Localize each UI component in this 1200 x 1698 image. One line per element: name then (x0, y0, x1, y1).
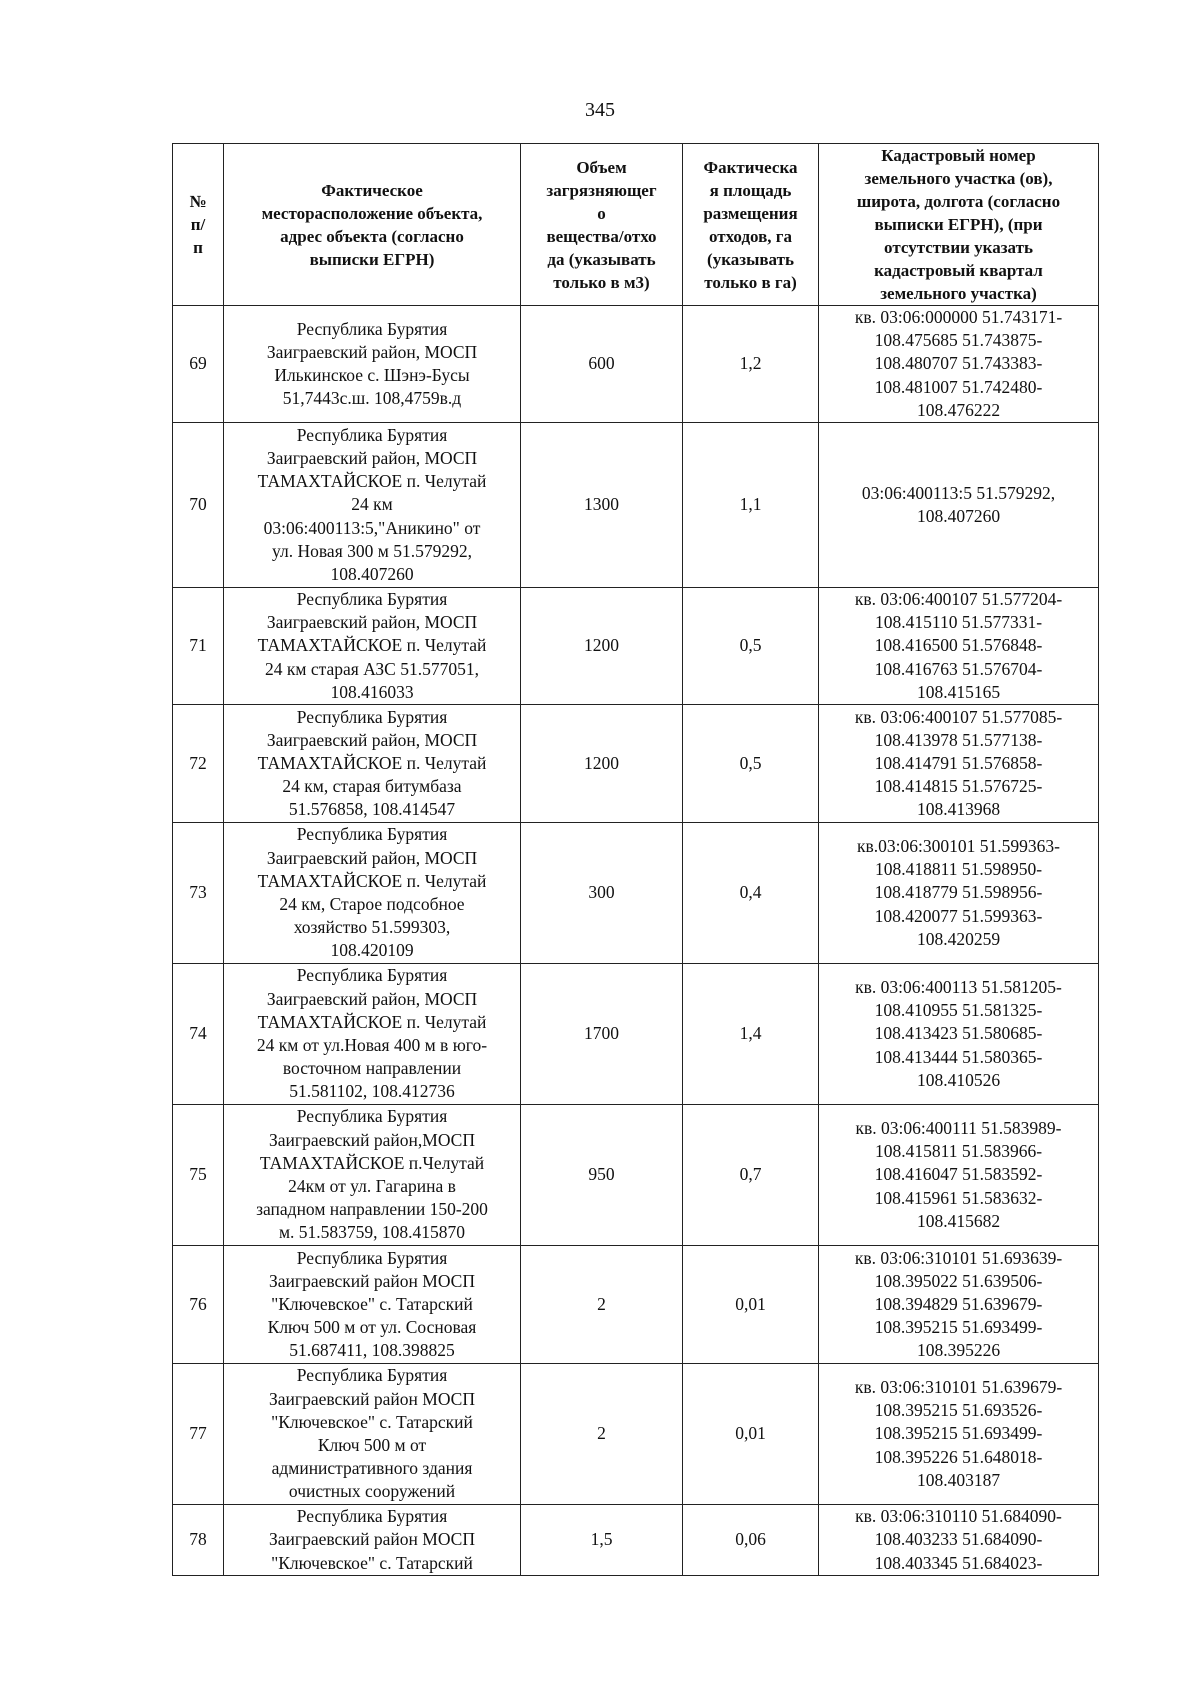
row-volume: 1200 (521, 705, 683, 823)
row-number: 78 (173, 1505, 224, 1576)
row-volume: 300 (521, 823, 683, 964)
row-cadastral: кв. 03:06:310101 51.693639- 108.395022 51.639506- 108.394829 51.639679- 108.395215 51.693499- 108.395226 (819, 1246, 1099, 1364)
row-number: 74 (173, 964, 224, 1105)
row-number: 77 (173, 1364, 224, 1505)
header-volume: Объем загрязняющег о вещества/отхо да (указывать только в м3) (521, 144, 683, 306)
row-address: Республика Бурятия Заиграевский район, МОСП ТАМАХТАЙСКОЕ п. Челутай 24 км 03:06:400113:5,"Аникино" от ул. Новая 300 м 51.579292, 108.407260 (224, 423, 521, 588)
table-row (173, 1364, 1099, 1505)
row-address: Республика Бурятия Заиграевский район, МОСП ТАМАХТАЙСКОЕ п. Челутай 24 км, Старое подсобное хозяйство 51.599303, 108.420109 (224, 823, 521, 964)
row-address: Республика Бурятия Заиграевский район МОСП "Ключевское" с. Татарский (224, 1505, 521, 1576)
row-address: Республика Бурятия Заиграевский район, МОСП ТАМАХТАЙСКОЕ п. Челутай 24 км, старая битумбаза 51.576858, 108.414547 (224, 705, 521, 823)
row-area: 0,7 (683, 1105, 819, 1246)
row-volume: 1200 (521, 588, 683, 705)
row-area: 0,5 (683, 705, 819, 823)
row-area: 0,01 (683, 1364, 819, 1505)
row-volume: 1700 (521, 964, 683, 1105)
row-area: 1,1 (683, 423, 819, 588)
page-number: 345 (585, 99, 615, 121)
row-number: 71 (173, 588, 224, 705)
row-area: 0,5 (683, 588, 819, 705)
header-cadastral: Кадастровый номер земельного участка (ов), широта, долгота (согласно выписки ЕГРН), (при отсутствии указать кадастровый квартал земельного участка) (819, 144, 1099, 306)
row-cadastral: кв.03:06:300101 51.599363- 108.418811 51.598950- 108.418779 51.598956- 108.420077 51.599363- 108.420259 (819, 823, 1099, 964)
row-address: Республика Бурятия Заиграевский район МОСП "Ключевское" с. Татарский Ключ 500 м от административного здания очистных сооружений (224, 1364, 521, 1505)
row-volume: 950 (521, 1105, 683, 1246)
row-cadastral: кв. 03:06:310110 51.684090- 108.403233 51.684090- 108.403345 51.684023- (819, 1505, 1099, 1576)
row-address: Республика Бурятия Заиграевский район МОСП "Ключевское" с. Татарский Ключ 500 м от ул. Сосновая 51.687411, 108.398825 (224, 1246, 521, 1364)
row-volume: 2 (521, 1364, 683, 1505)
row-volume: 1,5 (521, 1505, 683, 1576)
table-row (173, 1105, 1099, 1246)
row-cadastral: кв. 03:06:400107 51.577204- 108.415110 51.577331- 108.416500 51.576848- 108.416763 51.576704- 108.415165 (819, 588, 1099, 705)
table-row (173, 1505, 1099, 1576)
header-number: № п/ п (173, 144, 224, 306)
row-area: 0,01 (683, 1246, 819, 1364)
row-address: Республика Бурятия Заиграевский район, МОСП ТАМАХТАЙСКОЕ п. Челутай 24 км от ул.Новая 400 м в юго- восточном направлении 51.581102, 108.412736 (224, 964, 521, 1105)
header-area: Фактическа я площадь размещения отходов, га (указывать только в га) (683, 144, 819, 306)
row-number: 73 (173, 823, 224, 964)
table-row (173, 423, 1099, 588)
row-volume: 2 (521, 1246, 683, 1364)
table-row (173, 306, 1099, 423)
row-area: 0,06 (683, 1505, 819, 1576)
table-row (173, 823, 1099, 964)
row-cadastral: 03:06:400113:5 51.579292, 108.407260 (819, 423, 1099, 588)
table-header-row (173, 144, 1099, 306)
row-cadastral: кв. 03:06:400111 51.583989- 108.415811 51.583966- 108.416047 51.583592- 108.415961 51.583632- 108.415682 (819, 1105, 1099, 1246)
row-cadastral: кв. 03:06:400113 51.581205- 108.410955 51.581325- 108.413423 51.580685- 108.413444 51.580365- 108.410526 (819, 964, 1099, 1105)
row-address: Республика Бурятия Заиграевский район, МОСП Илькинское с. Шэнэ-Бусы 51,7443с.ш. 108,4759в.д (224, 306, 521, 423)
table-row (173, 1246, 1099, 1364)
row-number: 69 (173, 306, 224, 423)
table-row (173, 705, 1099, 823)
row-number: 76 (173, 1246, 224, 1364)
row-area: 1,4 (683, 964, 819, 1105)
row-number: 70 (173, 423, 224, 588)
row-volume: 1300 (521, 423, 683, 588)
row-number: 75 (173, 1105, 224, 1246)
row-cadastral: кв. 03:06:000000 51.743171- 108.475685 51.743875- 108.480707 51.743383- 108.481007 51.742480- 108.476222 (819, 306, 1099, 423)
row-cadastral: кв. 03:06:400107 51.577085- 108.413978 51.577138- 108.414791 51.576858- 108.414815 51.576725- 108.413968 (819, 705, 1099, 823)
row-volume: 600 (521, 306, 683, 423)
header-address: Фактическое месторасположение объекта, адрес объекта (согласно выписки ЕГРН) (224, 144, 521, 306)
row-area: 1,2 (683, 306, 819, 423)
table-row (173, 964, 1099, 1105)
row-address: Республика Бурятия Заиграевский район, МОСП ТАМАХТАЙСКОЕ п. Челутай 24 км старая АЗС 51.577051, 108.416033 (224, 588, 521, 705)
table-row (173, 588, 1099, 705)
row-area: 0,4 (683, 823, 819, 964)
row-number: 72 (173, 705, 224, 823)
row-cadastral: кв. 03:06:310101 51.639679- 108.395215 51.693526- 108.395215 51.693499- 108.395226 51.648018- 108.403187 (819, 1364, 1099, 1505)
row-address: Республика Бурятия Заиграевский район,МОСП ТАМАХТАЙСКОЕ п.Челутай 24км от ул. Гагарина в западном направлении 150-200 м. 51.583759, 108.415870 (224, 1105, 521, 1246)
waste-sites-table (172, 143, 1099, 1576)
